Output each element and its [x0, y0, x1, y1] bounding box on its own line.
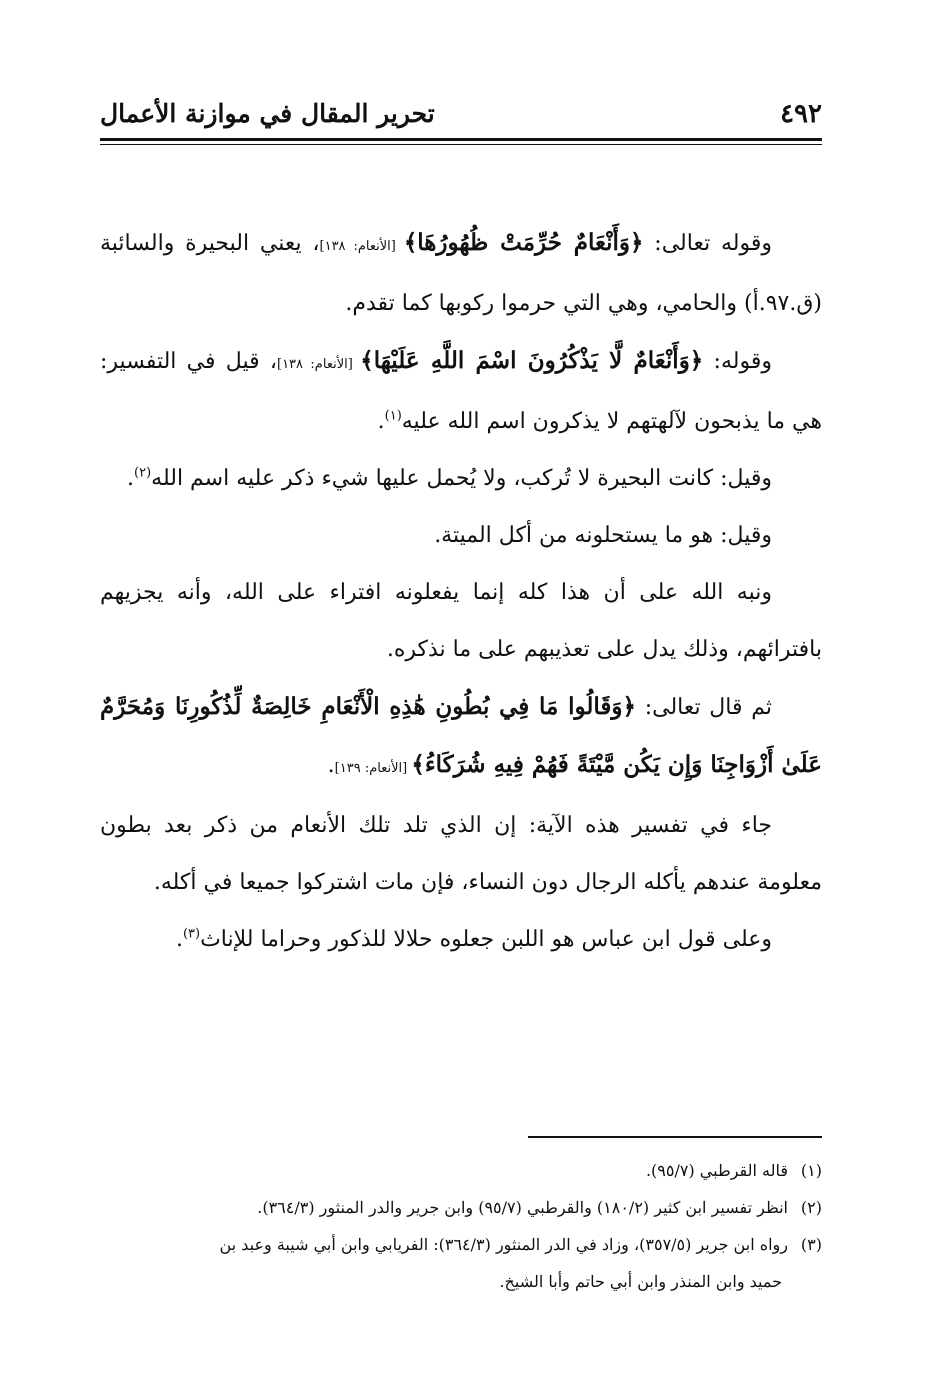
p4-text: وقيل: هو ما يستحلونه من أكل الميتة.: [434, 523, 772, 548]
verse-reference-2: [الأنعام: ١٣٨]: [276, 357, 361, 372]
footnote-text: انظر تفسير ابن كثير (١٨٠/٢) والقرطبي (٩٥/٧) وابن جرير والدر المنثور (٣٦٤/٣).: [257, 1198, 788, 1217]
footnote-3-continuation: حميد وابن المنذر وابن أبي حاتم وأبا الشيخ.: [499, 1272, 782, 1291]
page-header: [100, 96, 822, 132]
footnote-marker-2[interactable]: (٢): [134, 465, 152, 481]
footnote-text: قاله القرطبي (٩٥/٧).: [645, 1161, 788, 1180]
quran-verse-2: ﴿وَأَنْعَامٌ لَّا يَذْكُرُونَ اسْمَ اللَّهِ عَلَيْهَا﴾: [360, 347, 704, 374]
footnote-number: (٣): [800, 1235, 822, 1254]
footnote-number: (٢): [800, 1198, 822, 1217]
page-number: ٤٩٢: [780, 99, 822, 129]
p5-text: ونبه الله على أن هذا كله إنما يفعلونه افتراء على الله، وأنه يجزيهم بافترائهم، وذلك يدل على تعذيبهم على ما نذكره.: [100, 580, 822, 662]
paragraph-7: [100, 797, 822, 911]
footnote-marker-3[interactable]: (٣): [182, 926, 201, 942]
main-text: [100, 214, 822, 968]
paragraph-6: [100, 678, 822, 797]
paragraph-5: [100, 564, 822, 678]
paragraph-4: [100, 507, 822, 564]
p8-text: وعلى قول ابن عباس هو اللبن جعلوه حلالا للذكور وحراما للإناث: [200, 927, 772, 952]
p3-end: .: [127, 466, 135, 491]
header-rule-thick: [100, 138, 822, 141]
footnote-number: (١): [800, 1161, 822, 1180]
p8-end: .: [175, 927, 183, 952]
p6-lead: ثم قال تعالى:: [635, 695, 773, 720]
verse-reference-1: [الأنعام: ١٣٨]: [319, 239, 404, 254]
footnote-3: [100, 1226, 822, 1263]
p6-end: .: [327, 753, 335, 778]
paragraph-8: [100, 911, 822, 968]
p2-end: .: [377, 409, 385, 434]
p2-rest: ، قيل في التفسير: هي ما يذبحون لآلهتهم لا يذكرون اسم الله عليه: [100, 349, 822, 434]
header-rule-thin: [100, 144, 822, 145]
footnotes: [100, 1152, 822, 1300]
running-title: تحرير المقال في موازنة الأعمال: [100, 99, 435, 128]
p2-lead: وقوله:: [703, 349, 772, 374]
quran-verse-3: ﴿وَقَالُوا مَا فِي بُطُونِ هَٰذِهِ الْأَنْعَامِ خَالِصَةٌ لِّذُكُورِنَا وَمُحَرَّمٌ عَلَىٰ أَزْوَاجِنَا وَإِن يَكُن مَّيْتَةً فَهُمْ فِيهِ شُرَكَاءُ﴾: [100, 693, 822, 778]
footnote-2: [100, 1189, 822, 1226]
p1-lead: وقوله تعالى:: [643, 231, 772, 256]
footnote-marker-1[interactable]: (١): [384, 408, 402, 424]
footnote-separator: [528, 1136, 822, 1138]
p3-text: وقيل: كانت البحيرة لا تُركب، ولا يُحمل عليها شيء ذكر عليه اسم الله: [151, 466, 772, 491]
paragraph-3: [100, 450, 822, 507]
verse-reference-3: [الأنعام: ١٣٩]: [334, 761, 412, 776]
footnote-text: رواه ابن جرير (٣٥٧/٥)، وزاد في الدر المنثور (٣٦٤/٣): الفريابي وابن أبي شيبة وعبد بن: [219, 1235, 788, 1254]
p1-rest: ، يعني البحيرة والسائبة (ق.٩٧.أ) والحامي، وهي التي حرموا ركوبها كما تقدم.: [100, 231, 822, 316]
paragraph-2: [100, 332, 822, 450]
paragraph-1: [100, 214, 822, 332]
quran-verse-1: ﴿وَأَنْعَامٌ حُرِّمَتْ ظُهُورُهَا﴾: [403, 229, 644, 256]
p7-text: جاء في تفسير هذه الآية: إن الذي تلد تلك الأنعام من ذكر بعد بطون معلومة عندهم يأكله الرجال دون النساء، فإن مات اشتركوا جميعا في أكله.: [100, 813, 822, 895]
footnote-1: [100, 1152, 822, 1189]
